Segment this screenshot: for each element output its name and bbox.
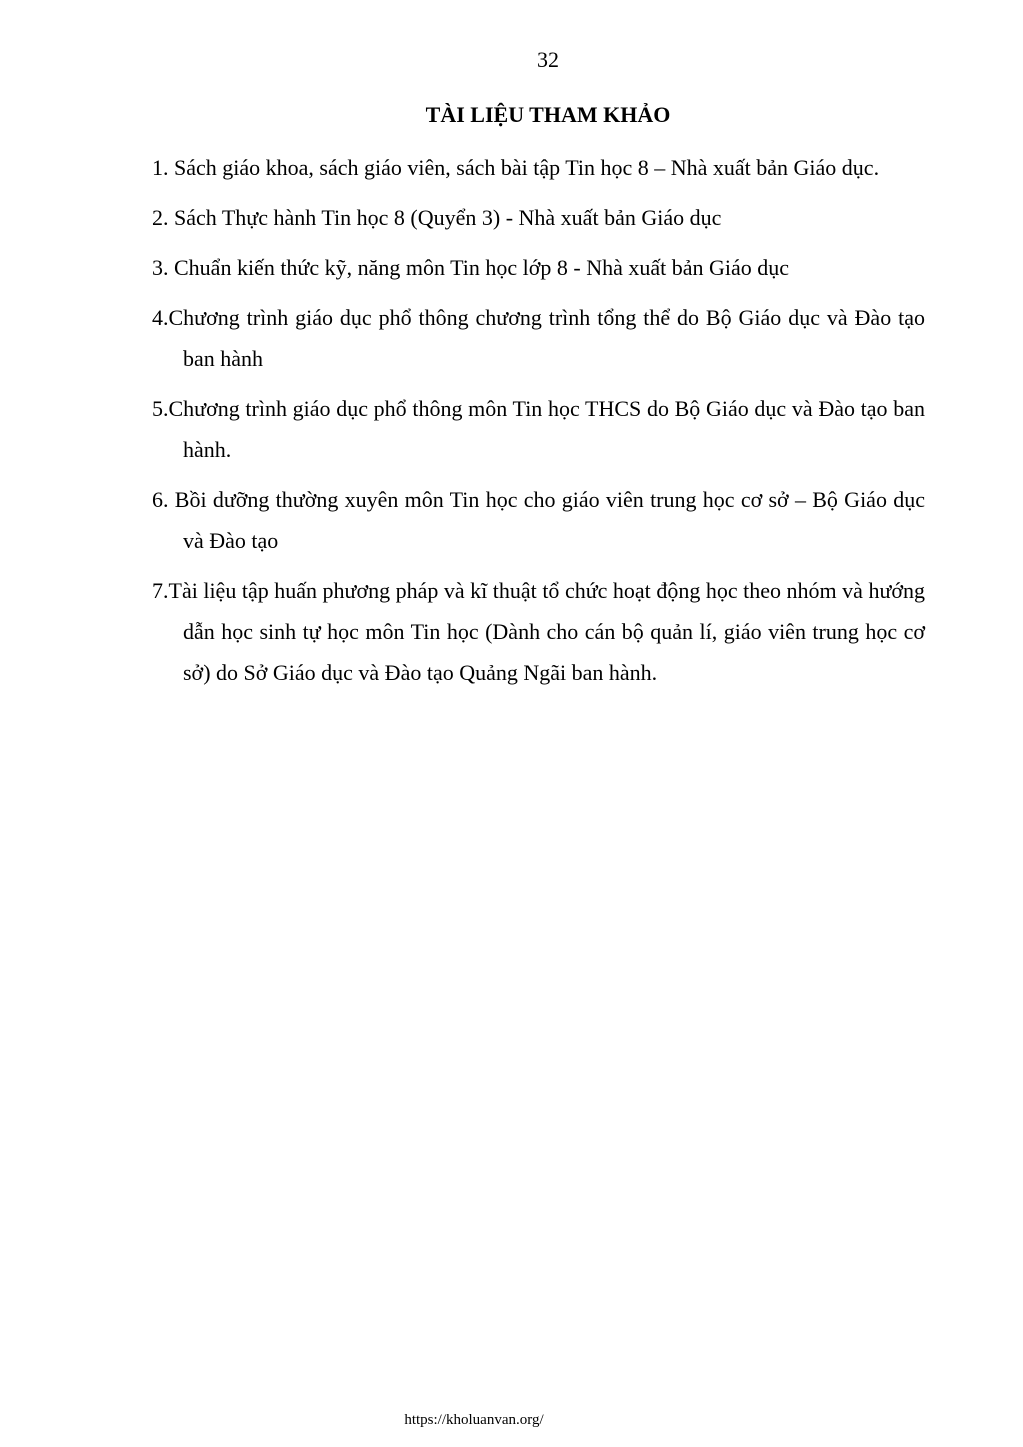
reference-item-4: 4.Chương trình giáo dục phổ thông chương trình tổng thể do Bộ Giáo dục và Đào tạo ban hành [152, 305, 925, 371]
footer-url: https://kholuanvan.org/ [404, 1412, 544, 1428]
reference-item-2: 2. Sách Thực hành Tin học 8 (Quyển 3) - Nhà xuất bản Giáo dục [152, 205, 722, 230]
reference-item-6: 6. Bồi dưỡng thường xuyên môn Tin học cho giáo viên trung học cơ sở – Bộ Giáo dục và Đào tạo [152, 487, 925, 553]
reference-item-5: 5.Chương trình giáo dục phổ thông môn Tin học THCS do Bộ Giáo dục và Đào tạo ban hành. [152, 396, 925, 462]
page-number: 32 [537, 47, 559, 72]
reference-item-1: 1. Sách giáo khoa, sách giáo viên, sách bài tập Tin học 8 – Nhà xuất bản Giáo dục. [152, 155, 880, 180]
reference-item-7: 7.Tài liệu tập huấn phương pháp và kĩ thuật tổ chức hoạt động học theo nhóm và hướng dẫn học sinh tự học môn Tin học (Dành cho cán bộ quản lí, giáo viên trung học cơ sở) do Sở Giáo dục và Đào tạo Quảng Ngãi ban hành. [152, 578, 925, 685]
page-title: TÀI LIỆU THAM KHẢO [425, 102, 671, 127]
reference-list [152, 147, 925, 702]
reference-item-3: 3. Chuẩn kiến thức kỹ, năng môn Tin học lớp 8 - Nhà xuất bản Giáo dục [152, 255, 790, 280]
